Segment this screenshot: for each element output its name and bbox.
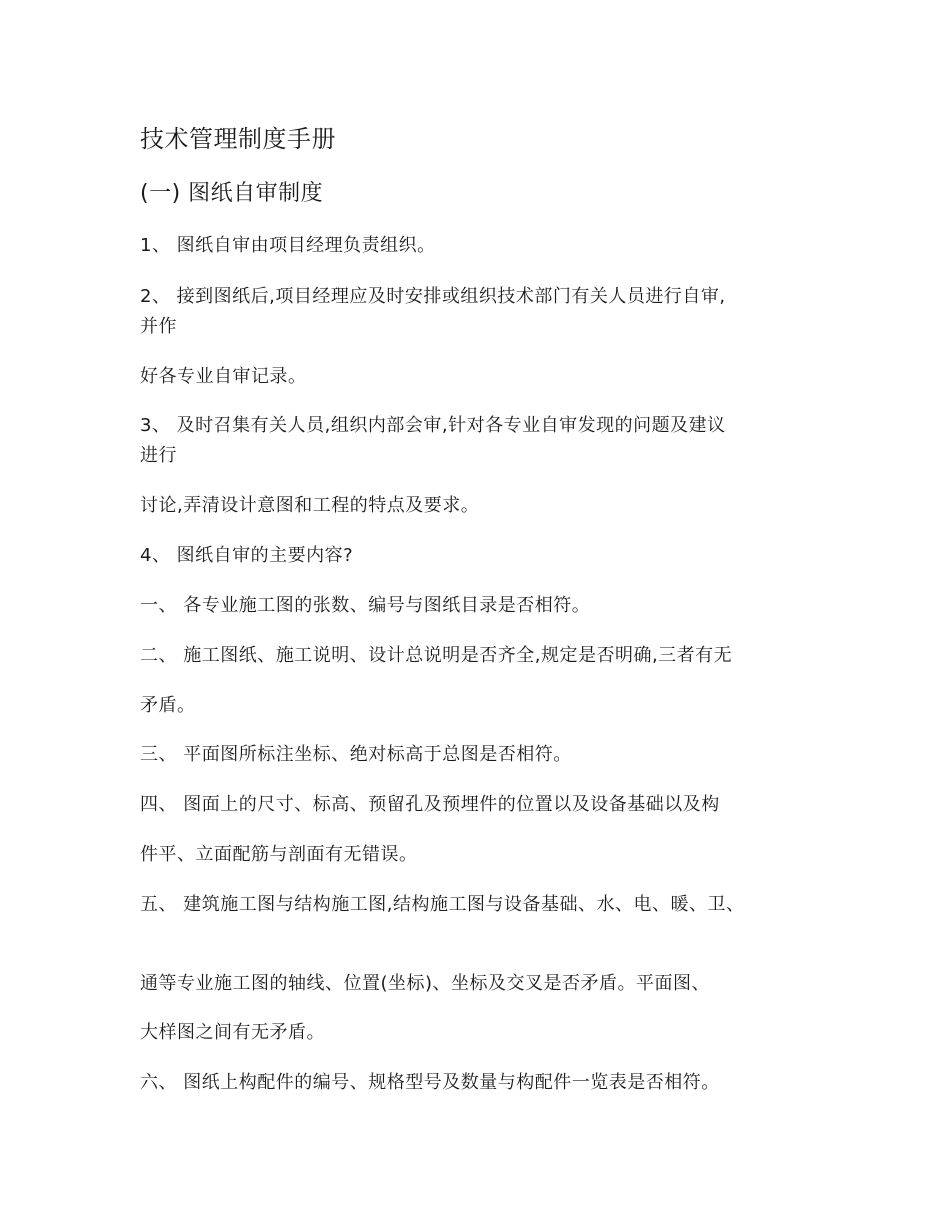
- paragraph-line: 进行: [140, 445, 177, 466]
- paragraph-line: 通等专业施工图的轴线、位置(坐标)、坐标及交叉是否矛盾。平面图、: [140, 973, 711, 994]
- paragraph-line: 1、 图纸自审由项目经理负责组织。: [140, 235, 436, 256]
- paragraph-line: 讨论,弄清设计意图和工程的特点及要求。: [140, 495, 480, 516]
- paragraph-line: 好各专业自审记录。: [140, 366, 307, 387]
- paragraph-line: 4、 图纸自审的主要内容?: [140, 545, 354, 566]
- paragraph-line: 五、 建筑施工图与结构施工图,结构施工图与设备基础、水、电、暖、卫、: [140, 894, 745, 915]
- paragraph-line: 四、 图面上的尺寸、标高、预留孔及预埋件的位置以及设备基础以及构: [140, 794, 720, 815]
- paragraph-line: 二、 施工图纸、施工说明、设计总说明是否齐全,规定是否明确,三者有无: [140, 645, 733, 666]
- paragraph-line: 并作: [140, 316, 177, 337]
- paragraph-line: 件平、立面配筋与剖面有无错误。: [140, 844, 418, 865]
- section-heading: (一) 图纸自审制度: [140, 181, 324, 206]
- paragraph-line: 2、 接到图纸后,项目经理应及时安排或组织技术部门有关人员进行自审,: [140, 286, 726, 307]
- paragraph-line: 大样图之间有无矛盾。: [140, 1022, 325, 1043]
- paragraph-line: 六、 图纸上构配件的编号、规格型号及数量与构配件一览表是否相符。: [140, 1072, 720, 1093]
- paragraph-line: 三、 平面图所标注坐标、绝对标高于总图是否相符。: [140, 744, 572, 765]
- document-title: 技术管理制度手册: [140, 125, 336, 153]
- paragraph-line: 3、 及时召集有关人员,组织内部会审,针对各专业自审发现的问题及建议: [140, 415, 726, 436]
- paragraph-line: 一、 各专业施工图的张数、编号与图纸目录是否相符。: [140, 595, 591, 616]
- paragraph-line: 矛盾。: [140, 695, 196, 716]
